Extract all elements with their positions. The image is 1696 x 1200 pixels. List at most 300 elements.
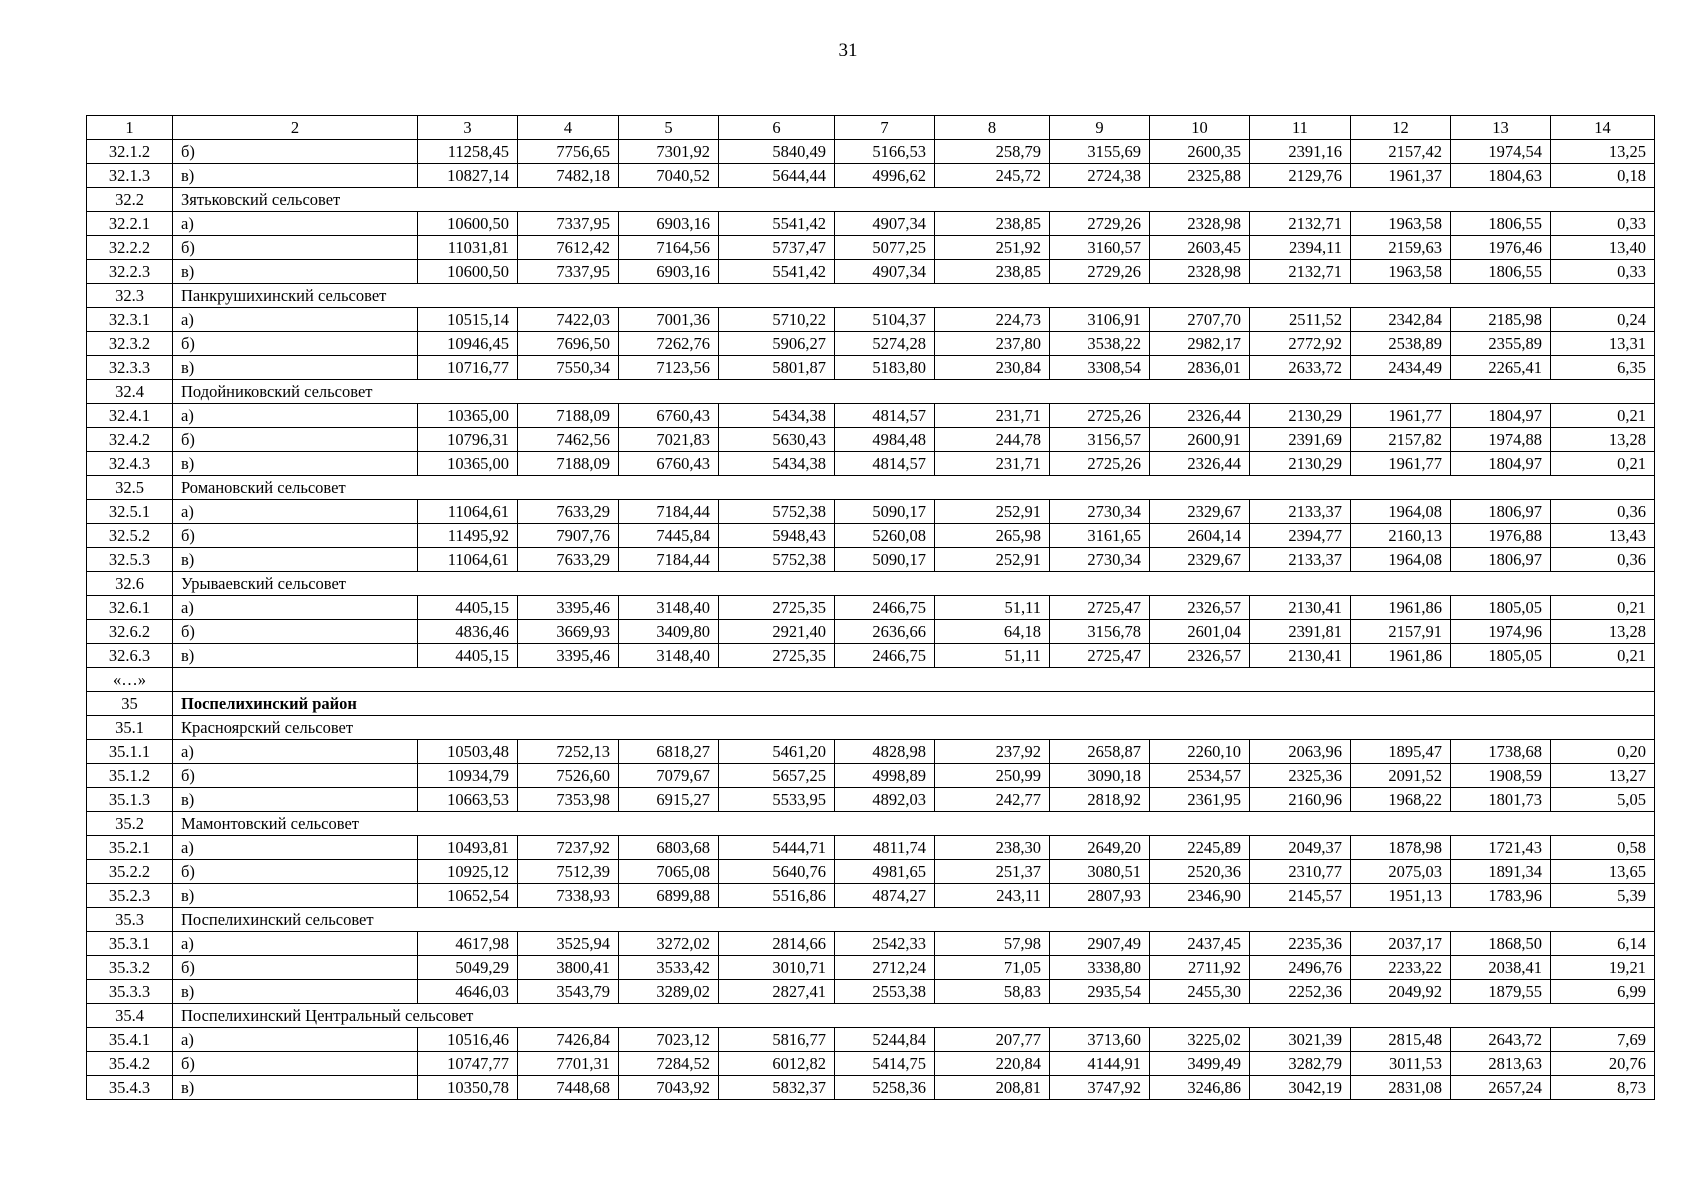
row-value: 4646,03: [418, 980, 518, 1004]
row-code: 32.3.2: [87, 332, 173, 356]
row-code: 35.1.2: [87, 764, 173, 788]
row-value: 7262,76: [619, 332, 719, 356]
row-value: 238,85: [935, 260, 1050, 284]
row-value: 0,21: [1551, 452, 1655, 476]
row-code: 35.3.1: [87, 932, 173, 956]
row-value: 7284,52: [619, 1052, 719, 1076]
row-value: 3155,69: [1050, 140, 1150, 164]
row-value: 3395,46: [518, 596, 619, 620]
row-code: 35.2.2: [87, 860, 173, 884]
row-value: 2466,75: [835, 644, 935, 668]
row-value: 20,76: [1551, 1052, 1655, 1076]
row-value: 3042,19: [1250, 1076, 1351, 1100]
table-row: [87, 404, 1655, 428]
row-value: 7188,09: [518, 404, 619, 428]
row-value: 0,24: [1551, 308, 1655, 332]
row-value: 3148,40: [619, 644, 719, 668]
row-value: 2725,35: [719, 596, 835, 620]
table-header-row: [87, 116, 1655, 140]
row-value: 7337,95: [518, 260, 619, 284]
row-label: а): [173, 836, 418, 860]
row-value: 19,21: [1551, 956, 1655, 980]
section-row: [87, 476, 1655, 500]
row-code: 32.3.1: [87, 308, 173, 332]
section-name: Поспелихинский сельсовет: [173, 908, 1655, 932]
row-value: 5444,71: [719, 836, 835, 860]
row-value: 2265,41: [1451, 356, 1551, 380]
row-value: 7021,83: [619, 428, 719, 452]
row-value: 220,84: [935, 1052, 1050, 1076]
row-value: 7252,13: [518, 740, 619, 764]
row-code: 32.2: [87, 188, 173, 212]
row-value: 4874,27: [835, 884, 935, 908]
row-code: 35.1.3: [87, 788, 173, 812]
row-value: 7512,39: [518, 860, 619, 884]
row-value: 3272,02: [619, 932, 719, 956]
row-value: 2772,92: [1250, 332, 1351, 356]
row-value: 1908,59: [1451, 764, 1551, 788]
row-value: 2807,93: [1050, 884, 1150, 908]
row-value: 2730,34: [1050, 548, 1150, 572]
row-value: 1961,86: [1351, 644, 1451, 668]
row-value: 2636,66: [835, 620, 935, 644]
row-value: 3021,39: [1250, 1028, 1351, 1052]
row-value: 3282,79: [1250, 1052, 1351, 1076]
row-value: 265,98: [935, 524, 1050, 548]
row-value: 10652,54: [418, 884, 518, 908]
table-row: [87, 260, 1655, 284]
row-label: б): [173, 620, 418, 644]
row-value: 2130,29: [1250, 452, 1351, 476]
row-code: 32.4.3: [87, 452, 173, 476]
row-value: 2907,49: [1050, 932, 1150, 956]
row-value: 2132,71: [1250, 260, 1351, 284]
row-value: 2601,04: [1150, 620, 1250, 644]
row-value: 244,78: [935, 428, 1050, 452]
district-name: Поспелихинский район: [173, 692, 1655, 716]
row-value: 10600,50: [418, 260, 518, 284]
row-value: 2394,77: [1250, 524, 1351, 548]
row-label: б): [173, 332, 418, 356]
row-value: 10747,77: [418, 1052, 518, 1076]
row-value: 2133,37: [1250, 548, 1351, 572]
row-value: 5166,53: [835, 140, 935, 164]
row-code: 32.6.2: [87, 620, 173, 644]
row-value: 6760,43: [619, 404, 719, 428]
row-value: 1961,86: [1351, 596, 1451, 620]
row-value: 1895,47: [1351, 740, 1451, 764]
row-value: 1974,96: [1451, 620, 1551, 644]
row-value: 0,18: [1551, 164, 1655, 188]
row-value: 2707,70: [1150, 308, 1250, 332]
row-value: 2160,13: [1351, 524, 1451, 548]
row-value: 251,92: [935, 236, 1050, 260]
row-value: 64,18: [935, 620, 1050, 644]
row-value: 5710,22: [719, 308, 835, 332]
row-value: 1963,58: [1351, 212, 1451, 236]
row-value: 2130,41: [1250, 596, 1351, 620]
column-header: 7: [835, 116, 935, 140]
row-value: 13,28: [1551, 620, 1655, 644]
section-name: Подойниковский сельсовет: [173, 380, 1655, 404]
row-value: 1963,58: [1351, 260, 1451, 284]
row-value: 1964,08: [1351, 500, 1451, 524]
row-value: 4836,46: [418, 620, 518, 644]
row-value: 2328,98: [1150, 212, 1250, 236]
table-row: [87, 452, 1655, 476]
row-value: 2185,98: [1451, 308, 1551, 332]
row-value: 13,65: [1551, 860, 1655, 884]
row-value: 6803,68: [619, 836, 719, 860]
row-label: а): [173, 596, 418, 620]
column-header: 11: [1250, 116, 1351, 140]
row-value: 7696,50: [518, 332, 619, 356]
row-value: 6899,88: [619, 884, 719, 908]
row-value: 1976,88: [1451, 524, 1551, 548]
row-value: 2520,36: [1150, 860, 1250, 884]
row-label: б): [173, 1052, 418, 1076]
row-value: 2935,54: [1050, 980, 1150, 1004]
row-value: 243,11: [935, 884, 1050, 908]
row-value: 5906,27: [719, 332, 835, 356]
row-value: 4814,57: [835, 404, 935, 428]
row-value: 2326,44: [1150, 404, 1250, 428]
row-value: 7237,92: [518, 836, 619, 860]
row-value: 6,35: [1551, 356, 1655, 380]
row-label: в): [173, 1076, 418, 1100]
row-value: 7337,95: [518, 212, 619, 236]
row-value: 2130,29: [1250, 404, 1351, 428]
row-value: 5274,28: [835, 332, 935, 356]
row-value: 4405,15: [418, 596, 518, 620]
row-value: 0,21: [1551, 404, 1655, 428]
row-value: 242,77: [935, 788, 1050, 812]
row-value: 2542,33: [835, 932, 935, 956]
row-value: 11258,45: [418, 140, 518, 164]
row-value: 1951,13: [1351, 884, 1451, 908]
table-row: [87, 500, 1655, 524]
row-value: 7184,44: [619, 500, 719, 524]
row-value: 2160,96: [1250, 788, 1351, 812]
row-value: 10796,31: [418, 428, 518, 452]
row-value: 2725,26: [1050, 452, 1150, 476]
row-value: 7633,29: [518, 500, 619, 524]
column-header: 5: [619, 116, 719, 140]
table-row: [87, 236, 1655, 260]
row-code: 32.4.1: [87, 404, 173, 428]
row-value: 3395,46: [518, 644, 619, 668]
row-value: 3156,78: [1050, 620, 1150, 644]
row-value: 258,79: [935, 140, 1050, 164]
row-value: 2235,36: [1250, 932, 1351, 956]
row-label: б): [173, 428, 418, 452]
row-value: 7422,03: [518, 308, 619, 332]
row-value: 230,84: [935, 356, 1050, 380]
row-value: 11064,61: [418, 548, 518, 572]
table-row: [87, 596, 1655, 620]
row-value: 0,21: [1551, 596, 1655, 620]
table-row: [87, 524, 1655, 548]
row-value: 2037,17: [1351, 932, 1451, 956]
row-value: 51,11: [935, 596, 1050, 620]
row-value: 1891,34: [1451, 860, 1551, 884]
row-value: 2355,89: [1451, 332, 1551, 356]
row-value: 10516,46: [418, 1028, 518, 1052]
row-value: 2827,41: [719, 980, 835, 1004]
row-value: 7353,98: [518, 788, 619, 812]
row-value: 10925,12: [418, 860, 518, 884]
row-value: 10663,53: [418, 788, 518, 812]
column-header: 8: [935, 116, 1050, 140]
row-value: 5640,76: [719, 860, 835, 884]
row-code: 35.4: [87, 1004, 173, 1028]
row-value: 5840,49: [719, 140, 835, 164]
row-value: 252,91: [935, 500, 1050, 524]
row-value: 7907,76: [518, 524, 619, 548]
row-value: 10827,14: [418, 164, 518, 188]
row-value: 2534,57: [1150, 764, 1250, 788]
row-value: 3156,57: [1050, 428, 1150, 452]
row-code: 32.4: [87, 380, 173, 404]
column-header: 9: [1050, 116, 1150, 140]
row-value: 2831,08: [1351, 1076, 1451, 1100]
row-value: 5752,38: [719, 548, 835, 572]
row-value: 71,05: [935, 956, 1050, 980]
row-value: 2063,96: [1250, 740, 1351, 764]
row-label: в): [173, 164, 418, 188]
table-row: [87, 428, 1655, 452]
row-value: 10934,79: [418, 764, 518, 788]
row-label: в): [173, 980, 418, 1004]
row-value: 2329,67: [1150, 548, 1250, 572]
row-code: 35.4.3: [87, 1076, 173, 1100]
row-code: 32.5.3: [87, 548, 173, 572]
column-header: 2: [173, 116, 418, 140]
row-value: 2982,17: [1150, 332, 1250, 356]
row-value: 2326,57: [1150, 644, 1250, 668]
row-value: 2466,75: [835, 596, 935, 620]
row-value: 2600,35: [1150, 140, 1250, 164]
row-value: 5260,08: [835, 524, 935, 548]
section-name: Зятьковский сельсовет: [173, 188, 1655, 212]
section-name: Панкрушихинский сельсовет: [173, 284, 1655, 308]
row-value: 2233,22: [1351, 956, 1451, 980]
row-value: 1738,68: [1451, 740, 1551, 764]
table-row: [87, 1052, 1655, 1076]
row-value: 2245,89: [1150, 836, 1250, 860]
row-value: 5,05: [1551, 788, 1655, 812]
row-label: в): [173, 644, 418, 668]
table-row: [87, 956, 1655, 980]
row-value: 3338,80: [1050, 956, 1150, 980]
row-value: 237,80: [935, 332, 1050, 356]
row-value: 5737,47: [719, 236, 835, 260]
row-value: 7065,08: [619, 860, 719, 884]
row-value: 5461,20: [719, 740, 835, 764]
row-value: 1806,97: [1451, 548, 1551, 572]
row-value: 3160,57: [1050, 236, 1150, 260]
table-row: [87, 980, 1655, 1004]
row-value: 11031,81: [418, 236, 518, 260]
row-value: 0,33: [1551, 260, 1655, 284]
row-value: 1805,05: [1451, 644, 1551, 668]
row-value: 5752,38: [719, 500, 835, 524]
row-value: 6915,27: [619, 788, 719, 812]
row-label: в): [173, 452, 418, 476]
row-value: 2038,41: [1451, 956, 1551, 980]
row-value: 2813,63: [1451, 1052, 1551, 1076]
row-value: 5090,17: [835, 500, 935, 524]
row-value: 4892,03: [835, 788, 935, 812]
row-code: 35.1.1: [87, 740, 173, 764]
row-value: 4144,91: [1050, 1052, 1150, 1076]
row-value: 2328,98: [1150, 260, 1250, 284]
row-value: 2657,24: [1451, 1076, 1551, 1100]
table-row: [87, 308, 1655, 332]
row-value: 1878,98: [1351, 836, 1451, 860]
row-label: а): [173, 740, 418, 764]
row-value: 13,43: [1551, 524, 1655, 548]
row-value: 4617,98: [418, 932, 518, 956]
row-value: 237,92: [935, 740, 1050, 764]
row-code: 32.6.1: [87, 596, 173, 620]
row-value: 6,99: [1551, 980, 1655, 1004]
table-row: [87, 644, 1655, 668]
row-value: 2157,82: [1351, 428, 1451, 452]
row-value: 2133,37: [1250, 500, 1351, 524]
row-value: 5414,75: [835, 1052, 935, 1076]
row-label: б): [173, 764, 418, 788]
table-row: [87, 764, 1655, 788]
table-row: [87, 1028, 1655, 1052]
row-value: 7633,29: [518, 548, 619, 572]
row-value: 5077,25: [835, 236, 935, 260]
row-value: 2437,45: [1150, 932, 1250, 956]
section-row: [87, 380, 1655, 404]
row-value: 1976,46: [1451, 236, 1551, 260]
row-value: 2391,81: [1250, 620, 1351, 644]
column-header: 13: [1451, 116, 1551, 140]
section-row: [87, 284, 1655, 308]
row-value: 13,28: [1551, 428, 1655, 452]
row-label: а): [173, 500, 418, 524]
row-code: 35.2.1: [87, 836, 173, 860]
row-value: 3533,42: [619, 956, 719, 980]
row-value: 3669,93: [518, 620, 619, 644]
row-value: 5644,44: [719, 164, 835, 188]
row-code: 35: [87, 692, 173, 716]
row-value: 2658,87: [1050, 740, 1150, 764]
row-value: 7445,84: [619, 524, 719, 548]
row-value: 1783,96: [1451, 884, 1551, 908]
row-value: 13,25: [1551, 140, 1655, 164]
row-value: 2729,26: [1050, 260, 1150, 284]
row-value: 252,91: [935, 548, 1050, 572]
row-value: 3499,49: [1150, 1052, 1250, 1076]
section-row: [87, 188, 1655, 212]
row-code: 32.3: [87, 284, 173, 308]
row-value: 2391,16: [1250, 140, 1351, 164]
row-value: 3409,80: [619, 620, 719, 644]
row-value: 7164,56: [619, 236, 719, 260]
table-row: [87, 740, 1655, 764]
row-code: 32.6.3: [87, 644, 173, 668]
row-label: в): [173, 548, 418, 572]
row-value: 7,69: [1551, 1028, 1655, 1052]
table-row: [87, 836, 1655, 860]
row-value: 3225,02: [1150, 1028, 1250, 1052]
row-value: 4811,74: [835, 836, 935, 860]
row-value: 5244,84: [835, 1028, 935, 1052]
row-value: 7188,09: [518, 452, 619, 476]
row-value: 2129,76: [1250, 164, 1351, 188]
row-code: 32.3.3: [87, 356, 173, 380]
row-value: 2633,72: [1250, 356, 1351, 380]
table-row: [87, 332, 1655, 356]
row-value: 4405,15: [418, 644, 518, 668]
row-value: 2814,66: [719, 932, 835, 956]
table-row: [87, 932, 1655, 956]
row-value: 5090,17: [835, 548, 935, 572]
row-value: 3713,60: [1050, 1028, 1150, 1052]
row-value: 2649,20: [1050, 836, 1150, 860]
row-value: 1806,55: [1451, 212, 1551, 236]
row-label: в): [173, 884, 418, 908]
row-value: 2434,49: [1351, 356, 1451, 380]
row-value: 2260,10: [1150, 740, 1250, 764]
row-value: 6818,27: [619, 740, 719, 764]
row-value: 1804,97: [1451, 452, 1551, 476]
row-value: 2818,92: [1050, 788, 1150, 812]
row-value: 2157,91: [1351, 620, 1451, 644]
row-value: 5,39: [1551, 884, 1655, 908]
row-value: 1805,05: [1451, 596, 1551, 620]
row-value: 2159,63: [1351, 236, 1451, 260]
district-row: [87, 692, 1655, 716]
row-value: 10350,78: [418, 1076, 518, 1100]
row-value: 3080,51: [1050, 860, 1150, 884]
row-code: 35.2: [87, 812, 173, 836]
row-value: 6903,16: [619, 212, 719, 236]
row-value: 2310,77: [1250, 860, 1351, 884]
row-code: 32.2.2: [87, 236, 173, 260]
row-label: б): [173, 956, 418, 980]
row-value: 5630,43: [719, 428, 835, 452]
column-header: 6: [719, 116, 835, 140]
row-value: 3246,86: [1150, 1076, 1250, 1100]
row-value: 2600,91: [1150, 428, 1250, 452]
row-value: 4814,57: [835, 452, 935, 476]
row-value: 3090,18: [1050, 764, 1150, 788]
section-name: Урываевский сельсовет: [173, 572, 1655, 596]
row-value: 7448,68: [518, 1076, 619, 1100]
row-value: 5049,29: [418, 956, 518, 980]
row-value: 57,98: [935, 932, 1050, 956]
row-value: 7184,44: [619, 548, 719, 572]
row-value: 1961,37: [1351, 164, 1451, 188]
row-value: 0,21: [1551, 644, 1655, 668]
table-row: [87, 884, 1655, 908]
row-value: 4981,65: [835, 860, 935, 884]
row-value: 1974,88: [1451, 428, 1551, 452]
row-value: 1721,43: [1451, 836, 1551, 860]
row-value: 4996,62: [835, 164, 935, 188]
row-value: 2326,44: [1150, 452, 1250, 476]
row-value: 10503,48: [418, 740, 518, 764]
row-value: 7338,93: [518, 884, 619, 908]
section-row: [87, 572, 1655, 596]
ellipsis-marker: «…»: [87, 668, 173, 692]
